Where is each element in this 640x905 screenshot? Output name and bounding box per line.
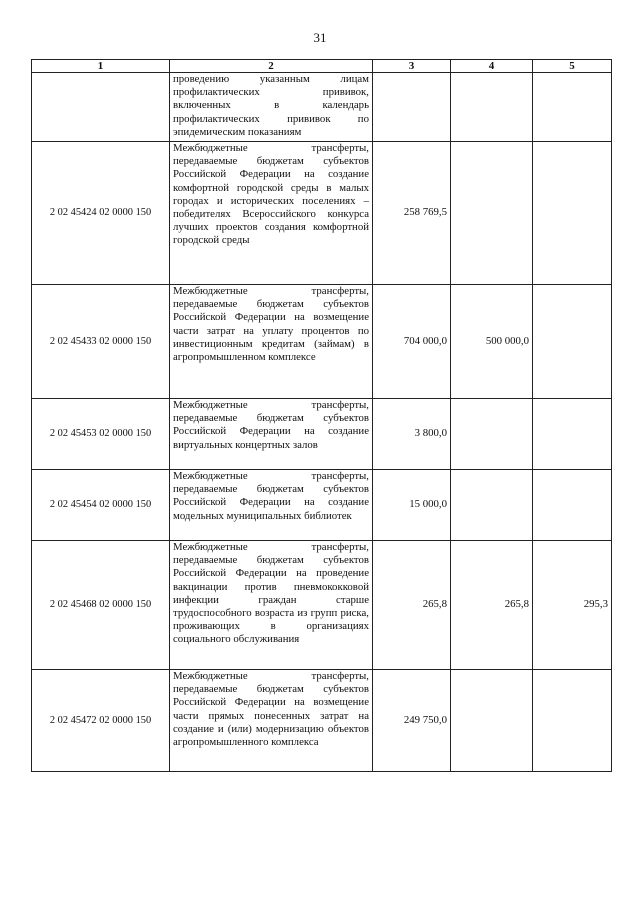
table-row <box>32 541 612 670</box>
budget-code <box>32 73 170 142</box>
amount-col4 <box>451 670 533 772</box>
table-row <box>32 670 612 772</box>
row-description: Межбюджетные трансферты, передаваемые бюджетам субъектов Российской Федерации на создание виртуальных концертных залов <box>170 399 373 470</box>
amount-col3: 265,8 <box>373 541 451 670</box>
row-description: Межбюджетные трансферты, передаваемые бюджетам субъектов Российской Федерации на проведение вакцинации против пневмококковой инфекции граждан старше трудоспособного возраста из групп риска, проживающих в организациях социального обслуживания <box>170 541 373 670</box>
amount-col5 <box>533 285 612 399</box>
budget-table <box>31 59 612 772</box>
row-description: Межбюджетные трансферты, передаваемые бюджетам субъектов Российской Федерации на создание модельных муниципальных библиотек <box>170 470 373 541</box>
amount-col5 <box>533 142 612 285</box>
amount-col5: 295,3 <box>533 541 612 670</box>
amount-col3: 704 000,0 <box>373 285 451 399</box>
amount-col4: 265,8 <box>451 541 533 670</box>
amount-col3: 258 769,5 <box>373 142 451 285</box>
amount-col3: 249 750,0 <box>373 670 451 772</box>
row-description: Межбюджетные трансферты, передаваемые бюджетам субъектов Российской Федерации на создание комфортной городской среды в малых городах и исторических поселениях – победителях Всероссийского конкурса лучших проектов создания комфортной городской среды <box>170 142 373 285</box>
table-row <box>32 142 612 285</box>
column-header-2: 2 <box>170 60 373 73</box>
amount-col4 <box>451 470 533 541</box>
budget-code: 2 02 45424 02 0000 150 <box>32 142 170 285</box>
budget-code: 2 02 45454 02 0000 150 <box>32 470 170 541</box>
amount-col4 <box>451 142 533 285</box>
budget-code: 2 02 45453 02 0000 150 <box>32 399 170 470</box>
amount-col4 <box>451 399 533 470</box>
row-description: проведению указанным лицам профилактических прививок, включенных в календарь профилактических прививок по эпидемическим показаниям <box>170 73 373 142</box>
budget-code: 2 02 45433 02 0000 150 <box>32 285 170 399</box>
column-header-3: 3 <box>373 60 451 73</box>
amount-col5 <box>533 73 612 142</box>
amount-col3 <box>373 73 451 142</box>
budget-code: 2 02 45468 02 0000 150 <box>32 541 170 670</box>
amount-col5 <box>533 670 612 772</box>
amount-col5 <box>533 470 612 541</box>
column-header-4: 4 <box>451 60 533 73</box>
table-header-row <box>32 60 612 73</box>
table-row <box>32 470 612 541</box>
amount-col4: 500 000,0 <box>451 285 533 399</box>
table-row <box>32 285 612 399</box>
budget-code: 2 02 45472 02 0000 150 <box>32 670 170 772</box>
page-number: 31 <box>313 30 327 45</box>
table-row <box>32 73 612 142</box>
amount-col3: 3 800,0 <box>373 399 451 470</box>
column-header-5: 5 <box>533 60 612 73</box>
column-header-1: 1 <box>32 60 170 73</box>
amount-col3: 15 000,0 <box>373 470 451 541</box>
row-description: Межбюджетные трансферты, передаваемые бюджетам субъектов Российской Федерации на возмещение части затрат на уплату процентов по инвестиционным кредитам (займам) в агропромышленном комплексе <box>170 285 373 399</box>
row-description: Межбюджетные трансферты, передаваемые бюджетам субъектов Российской Федерации на возмещение части прямых понесенных затрат на создание и (или) модернизацию объектов агропромышленного комплекса <box>170 670 373 772</box>
amount-col5 <box>533 399 612 470</box>
table-row <box>32 399 612 470</box>
amount-col4 <box>451 73 533 142</box>
